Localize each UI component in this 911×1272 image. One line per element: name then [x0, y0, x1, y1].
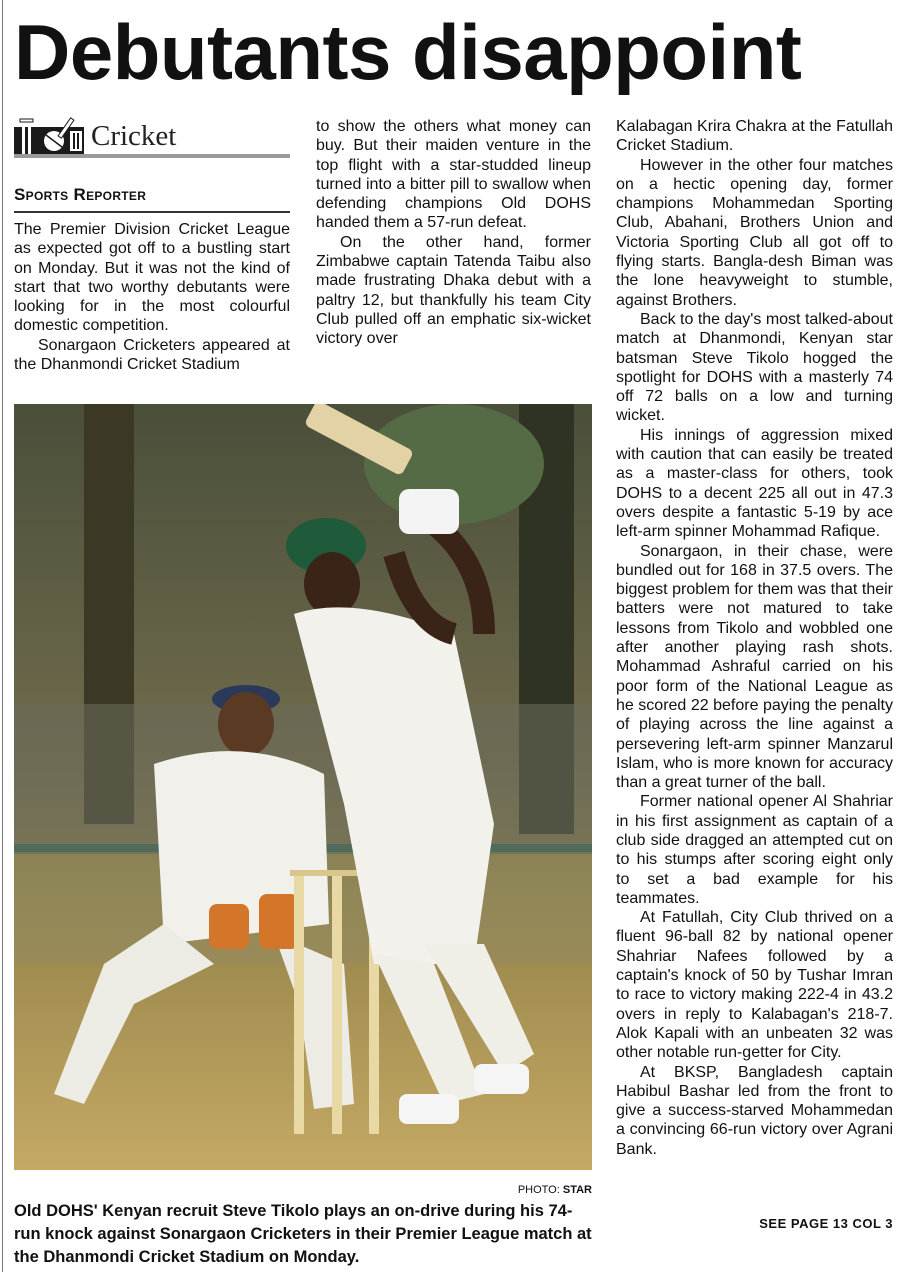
photo-credit-source: STAR [562, 1184, 592, 1196]
paragraph: The Premier Division Cricket League as expected got off to a bustling start on Monday. But it was not the kind of start that two worthy debutants were looking for in the most colourful domestic competition. [14, 221, 290, 335]
photo-credit-label: PHOTO: [517, 1184, 560, 1196]
paragraph: Back to the day's most talked-about match at Dhanmondi, Kenyan star batsman Steve Tikolo hogged the spotlight for DOHS with a masterly 74 off 72 balls on a low and turning wicket. [616, 310, 893, 425]
paragraph: to show the others what money can buy. But their maiden venture in the top flight with a star-studded lineup turned into a bitter pill to swallow when defending champions Old DOHS handed them a 57-run defeat. [316, 118, 591, 232]
page-left-rule [2, 0, 3, 1272]
paragraph: Former national opener Al Shahriar in his first assignment as captain of a club side dragged an attempted cut on to his stumps after scoring eight only to set a bad example for his teammates. [616, 793, 893, 907]
paragraph: However in the other four matches on a hectic opening day, former champions Mohammedan Sporting Club, Abahani, Brothers Union and Victoria Sporting Club all got off to flying starts. Bangla-desh Biman was the lone heavyweight to stumble, against Brothers. [616, 156, 893, 309]
paragraph: His innings of aggression mixed with caution that can easily be treated as a master-class for others, took DOHS to a decent 225 all out in 47.3 overs despite a fantastic 5-19 by ace left-arm spinner Mohammad Rafique. [616, 426, 893, 541]
section-header [14, 114, 290, 162]
byline: Sports Reporter [14, 185, 147, 204]
paragraph: On the other hand, former Zimbabwe captain Tatenda Taibu also made frustrating Dhaka debut with a paltry 12, but thankfully his team City Club pulled off an emphatic six-wicket victory over [316, 233, 591, 348]
news-photo [14, 404, 592, 1170]
article-column-1 [14, 220, 290, 374]
photo-credit [420, 1183, 592, 1197]
article-column-3 [616, 117, 893, 1159]
article-column-2 [316, 117, 591, 349]
paragraph: At Fatullah, City Club thrived on a fluent 96-ball 82 by national opener Shahriar Nafees followed by a captain's knock of 50 by Tushar Imran to race to victory making 222-4 in 43.2 overs in reply to Kalabagan's 218-7. Alok Kapali with an unbeaten 32 was other notable run-getter for City. [616, 909, 893, 1062]
paragraph: Sonargaon Cricketers appeared at the Dhanmondi Cricket Stadium [14, 336, 290, 374]
cricket-photo-illustration [14, 404, 592, 1170]
continuation-jump: SEE PAGE 13 COL 3 [759, 1216, 893, 1231]
section-name: Cricket [91, 120, 177, 152]
cricket-logo-icon [14, 117, 86, 155]
paragraph: Sonargaon, in their chase, were bundled out for 168 in 37.5 overs. The biggest problem for them was that their batters were not matured to take lessons from Tikolo and wobbled one after another playing rash shots. Mohammad Ashraful carried on his poor form of the National League as he scored 22 before paying the penalty of playing across the line against a persevering left-arm spinner Manzarul Islam, who is more known for accuracy than a great turner of the ball. [616, 542, 893, 792]
byline-rule [14, 211, 290, 213]
paragraph: Kalabagan Krira Chakra at the Fatullah Cricket Stadium. [616, 118, 893, 155]
photo-caption: Old DOHS' Kenyan recruit Steve Tikolo plays an on-drive during his 74-run knock against Sonargaon Cricketers in their Premier League match at the Dhanmondi Cricket Stadium on Monday. [14, 1202, 592, 1266]
paragraph: At BKSP, Bangladesh captain Habibul Bashar led from the front to give a success-starved Mohammedan a convincing 66-run victory over Agrani Bank. [616, 1063, 893, 1158]
headline: Debutants disappoint [14, 8, 802, 96]
section-underline [14, 154, 290, 158]
